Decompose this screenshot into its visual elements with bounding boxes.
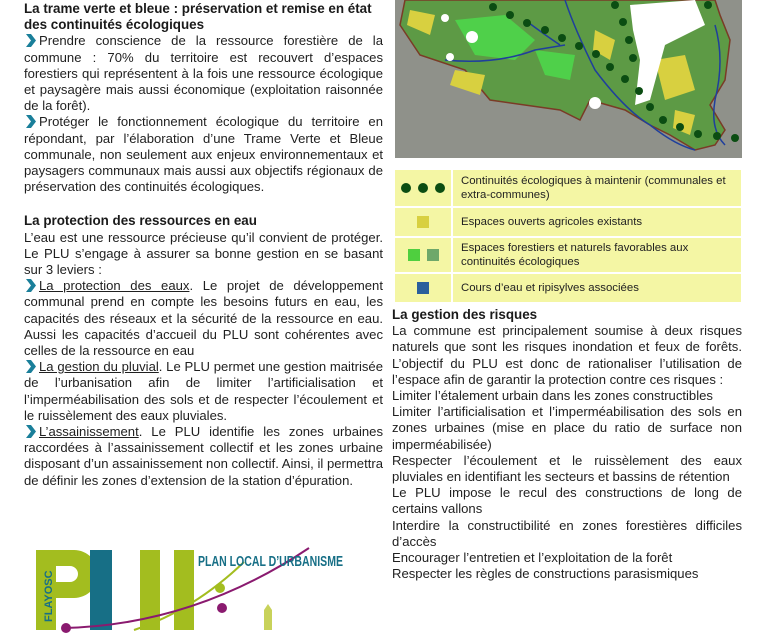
chevron-right-icon (24, 425, 36, 438)
legend-item-continuites (395, 170, 741, 208)
legend-symbol (395, 238, 453, 272)
bright-green-square-icon (408, 249, 420, 261)
intro-paragraph: La commune est principalement soumise à deux risques naturels que sont les risques inondation et feux de forêts. L’objectif du PLU est donc de rationaliser l’utilisation de l’espace afin de garantir la protection contre ces risques : (392, 323, 742, 387)
logo-commune-name: FLAYOSC (43, 570, 55, 622)
legend-label: Espaces ouverts agricoles existants (461, 216, 643, 228)
risk-item: Encourager l’entretien et l’exploitation de la forêt (392, 550, 673, 566)
lever-term: L’assainissement (39, 424, 139, 440)
legend-label: Continuités écologiques à maintenir (communales et extra-communes) (461, 175, 726, 201)
bullet-paragraph (24, 114, 383, 195)
risk-item: Limiter l’étalement urbain dans les zones constructibles (392, 388, 713, 404)
legend-symbol (395, 208, 453, 236)
risk-item: Respecter les règles de constructions parasismiques (392, 566, 699, 582)
lever-paragraph (24, 424, 383, 489)
section-body-eau (24, 230, 383, 489)
bullet-paragraph (24, 33, 383, 114)
legend-label: Cours d’eau et ripisylves associées (461, 282, 639, 294)
legend-label: Espaces forestiers et naturels favorables aux continuités écologiques (461, 242, 689, 268)
section-title-trame-verte-bleue: La trame verte et bleue : préservation et remise en état des continuités écologiques (24, 1, 372, 33)
risk-item: Interdire la constructibilité en zones forestières difficiles d’accès (392, 517, 742, 549)
plu-logo (24, 540, 364, 630)
dark-green-dot-icon (401, 183, 411, 193)
chevron-right-icon (24, 115, 36, 128)
map-legend (395, 170, 741, 302)
logo-letter-l (90, 550, 112, 630)
chevron-right-icon (24, 360, 36, 373)
bullet-text: Protéger le fonctionnement écologique du territoire en répondant, par l’élaboration d’une Trame Verte et Bleue communale, non seulement aux enjeux environnementaux et paysagers communaux mais aussi aux objectifs régionaux de préservation des continuités écologiques. (24, 114, 383, 195)
section-title-ressources-eau: La protection des ressources en eau (24, 213, 257, 229)
lever-text: . Le PLU identifie les zones urbaines raccordées à l’assainissement collectif et les zones urbaine disposant d’un assainissement non collectif. Ainsi, il permettra de définir les zones d’extension de la station d’épuration. (24, 424, 383, 488)
logo-subtitle: PLAN LOCAL D’URBANISME (198, 554, 344, 570)
risk-item: Limiter l’artificialisation et l’imperméabilisation des sols en zones urbaines (mise en place du ratio de surface non imperméabilisée) (392, 404, 742, 452)
legend-item-agricoles (395, 208, 741, 238)
plu-logo-graphic (24, 540, 364, 630)
logo-dot-lime (215, 583, 225, 593)
lever-paragraph (24, 359, 383, 424)
logo-letter-u-right (174, 550, 194, 630)
lever-term: La protection des eaux (39, 278, 190, 294)
left-column (24, 0, 383, 489)
legend-symbol (395, 274, 453, 302)
right-column (392, 307, 742, 582)
logo-church-icon (264, 604, 272, 630)
lever-text: . Le projet de développement communal prend en compte les besoins futurs en eau, les capacités des réseaux et la sécurité de la ressource en eau. Aussi les capacités d’accueil du PLU sont cohérentes avec celles de la ressource en eau (24, 278, 383, 359)
logo-dot-purple (61, 623, 71, 633)
lever-paragraph (24, 278, 383, 359)
ecological-map (395, 0, 742, 158)
section-body-risques (392, 323, 742, 582)
blue-square-icon (417, 282, 429, 294)
risk-item: Respecter l’écoulement et le ruissèlement des eaux pluviales en identifiant les secteurs et bassins de rétention (392, 452, 742, 485)
bullet-text: Prendre conscience de la ressource forestière de la commune : 70% du territoire est recouvert d’espaces forestiers qui représentent à la fois une ressource écologique et paysagère mais aussi économique (exploitation raisonnée de la forêt). (24, 33, 383, 114)
yellow-square-icon (417, 216, 429, 228)
risk-item: Le PLU impose le recul des constructions de long de certains vallons (392, 485, 742, 517)
logo-dot-purple (217, 603, 227, 613)
legend-symbol (395, 170, 453, 206)
muted-green-square-icon (427, 249, 439, 261)
map-graphic (395, 0, 742, 158)
section-body-trame (24, 33, 383, 195)
lever-term: La gestion du pluvial (39, 359, 159, 375)
section-title-gestion-risques: La gestion des risques (392, 307, 538, 322)
chevron-right-icon (24, 34, 36, 47)
legend-item-forestiers (395, 238, 741, 274)
legend-item-cours-eau (395, 274, 741, 302)
dark-green-dot-icon (418, 183, 428, 193)
dark-green-dot-icon (435, 183, 445, 193)
chevron-right-icon (24, 279, 36, 292)
intro-paragraph: L’eau est une ressource précieuse qu’il convient de protéger. Le PLU s’engage à assurer sa bonne gestion en se basant sur 3 leviers : (24, 229, 383, 278)
lever-text: . Le PLU permet une gestion maitrisée de l’urbanisation afin de limiter l’artificialisation et l’imperméabilisation des sols et de respecter l’écoulement et le ruissèlement des eaux pluviales. (24, 359, 383, 423)
